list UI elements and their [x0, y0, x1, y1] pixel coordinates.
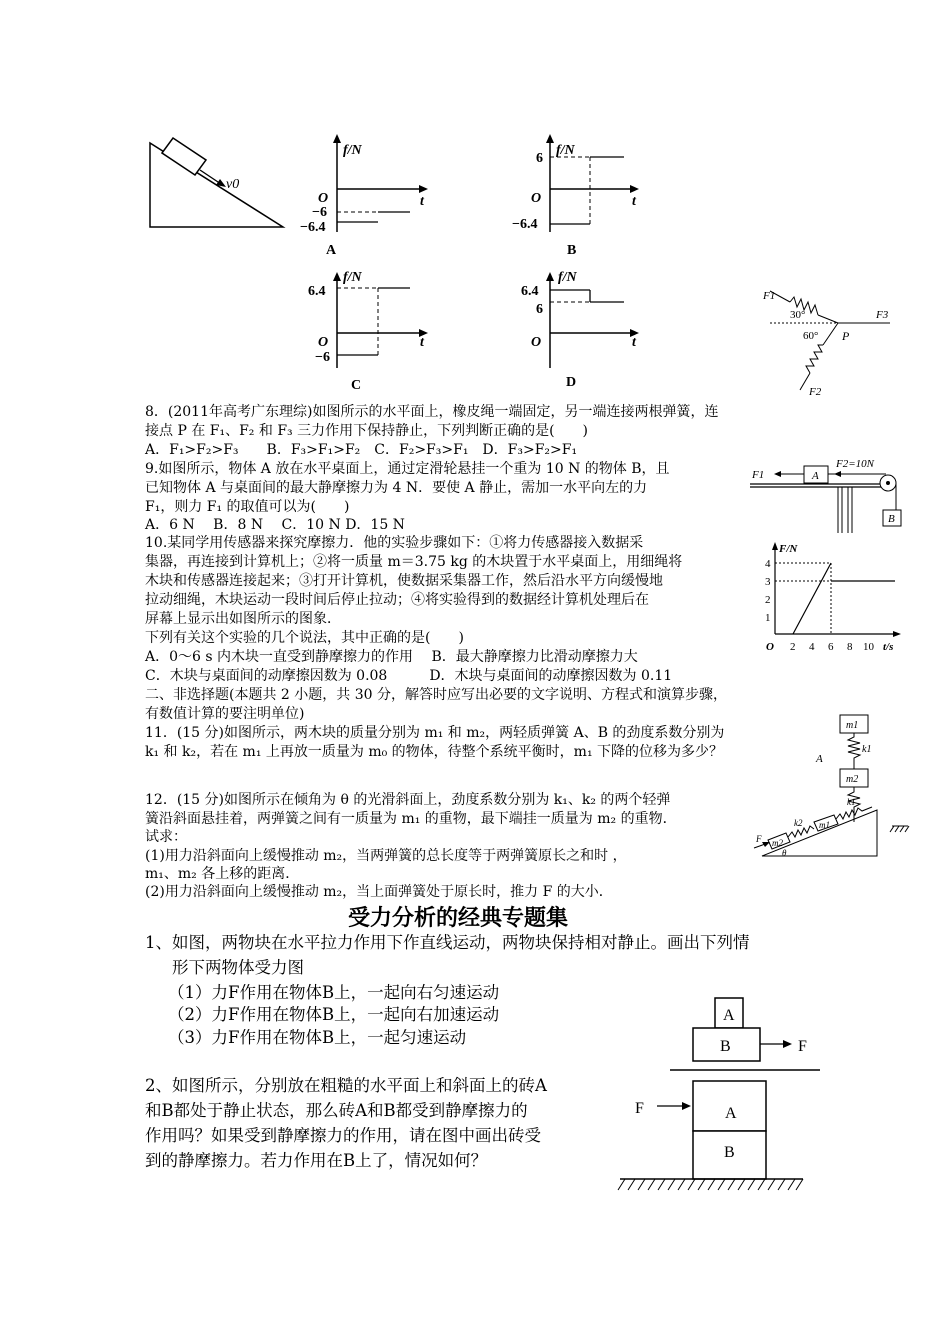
svg-text:A: A — [725, 1105, 737, 1122]
svg-text:F/N: F/N — [779, 543, 798, 555]
svg-text:m2: m2 — [846, 774, 859, 785]
q8-line1: 8．(2011年高考广东理综)如图所示的水平面上，橡皮绳一端固定，另一端连接两根弹簧，连 — [145, 404, 719, 420]
svg-text:F2=10N: F2=10N — [836, 458, 874, 470]
svg-text:t: t — [420, 335, 424, 350]
svg-text:−6: −6 — [315, 350, 330, 365]
svg-text:m1: m1 — [819, 820, 830, 830]
svg-text:D: D — [566, 375, 577, 390]
svg-text:A: A — [816, 753, 823, 765]
svg-text:60°: 60° — [803, 330, 819, 342]
svg-text:t: t — [420, 194, 424, 209]
svg-text:F1: F1 — [763, 290, 776, 302]
p2-line4: 到的静摩擦力。若力作用在B上了，情况如何？ — [145, 1151, 488, 1170]
svg-text:O: O — [318, 191, 329, 206]
svg-text:4: 4 — [765, 558, 771, 570]
svg-text:f/N: f/N — [556, 143, 575, 158]
svg-text:B: B — [888, 513, 895, 525]
p2-line2: 和B都处于静止状态，那么砖A和B都受到静摩擦力的 — [145, 1101, 528, 1120]
svg-text:A: A — [723, 1007, 735, 1024]
svg-text:−6: −6 — [312, 205, 327, 220]
q9-options: A．6 N B．8 N C．10 N D．15 N — [145, 517, 405, 533]
svg-text:F3: F3 — [876, 309, 889, 321]
q10-options-ab: A．0～6 s 内木块一直受到静摩擦力的作用 B．最大静摩擦力比滑动摩擦力大 — [145, 649, 638, 665]
svg-text:A: A — [326, 243, 337, 258]
svg-text:10: 10 — [863, 641, 874, 653]
svg-text:f/N: f/N — [343, 143, 362, 158]
p2-line1: 2、如图所示，分别放在粗糙的水平面上和斜面上的砖A — [145, 1076, 547, 1095]
three-force-figure — [762, 290, 890, 398]
q10-line2: 集器，再连接到计算机上；②将一质量 m＝3.75 kg 的木块置于水平桌面上，用细绳将 — [145, 554, 683, 570]
graph-c — [308, 270, 428, 393]
svg-text:1: 1 — [765, 612, 771, 624]
svg-text:B: B — [567, 243, 577, 258]
graph-d — [521, 270, 639, 390]
p1-item1: （1）力F作用在物体B上，一起向右匀速运动 — [168, 983, 500, 1002]
svg-text:O: O — [531, 191, 542, 206]
svg-text:A: A — [812, 470, 819, 482]
p1-item3: （3）力F作用在物体B上，一起匀速运动 — [168, 1028, 467, 1047]
svg-text:2: 2 — [765, 594, 771, 606]
svg-text:2: 2 — [790, 641, 796, 653]
svg-text:4: 4 — [809, 641, 815, 653]
svg-text:−6.4: −6.4 — [300, 220, 326, 235]
svg-text:6.4: 6.4 — [521, 284, 539, 299]
svg-text:F: F — [798, 1038, 807, 1055]
stacked-blocks-figure-2 — [615, 1075, 810, 1200]
table-pulley-figure — [748, 455, 903, 535]
svg-text:6.4: 6.4 — [308, 284, 326, 299]
top-figures — [0, 120, 950, 405]
q10-line4: 拉动细绳，木块运动一段时间后停止拉动；④将实验得到的数据经计算机处理后在 — [145, 592, 649, 608]
svg-text:k1: k1 — [862, 744, 872, 755]
q12-line4: (1)用力沿斜面向上缓慢推动 m₂，当两弹簧的总长度等于两弹簧原长之和时 ， — [145, 848, 627, 864]
svg-text:6: 6 — [536, 151, 543, 166]
svg-text:O: O — [531, 335, 542, 350]
svg-text:C: C — [351, 378, 362, 393]
svg-text:−6.4: −6.4 — [512, 217, 538, 232]
p2-line3: 作用吗？如果受到静摩擦力的作用，请在图中画出砖受 — [145, 1126, 541, 1145]
stacked-blocks-figure-1 — [660, 995, 830, 1075]
incline-springs-figure — [752, 790, 912, 865]
svg-text:B: B — [720, 1038, 731, 1055]
svg-text:t: t — [632, 335, 636, 350]
svg-text:F1: F1 — [752, 469, 765, 481]
svg-text:30°: 30° — [790, 309, 806, 321]
svg-text:m1: m1 — [846, 720, 859, 731]
q9-line3: F₁，则力 F₁ 的取值可以为( ) — [145, 499, 350, 515]
svg-text:F2: F2 — [809, 386, 822, 398]
p1-line1: 1、如图，两物块在水平拉力作用下作直线运动，两物块保持相对静止。画出下列情 — [145, 933, 750, 952]
q9-line1: 9.如图所示，物体 A 放在水平桌面上，通过定滑轮悬挂一个重为 10 N 的物体 B，且 — [145, 461, 670, 477]
q10-line5: 屏幕上显示出如图所示的图象． — [145, 611, 341, 627]
q11-line2: k₁ 和 k₂，若在 m₁ 上再放一质量为 m₀ 的物体，待整个系统平衡时，m₁ 下降的位移为多少？ — [145, 744, 724, 760]
svg-text:m2: m2 — [772, 838, 783, 848]
svg-text:6: 6 — [536, 302, 543, 317]
q10-options-cd: C．木块与桌面间的动摩擦因数为 0.08 D．木块与桌面间的动摩擦因数为 0.11 — [145, 668, 673, 684]
q10-line6: 下列有关这个实验的几个说法，其中正确的是( ) — [145, 630, 464, 646]
section2-line1: 二、非选择题(本题共 2 小题，共 30 分，解答时应写出必要的文字说明、方程式和演算步骤， — [145, 687, 727, 703]
svg-text:O: O — [318, 335, 329, 350]
svg-text:F: F — [635, 1100, 644, 1117]
svg-text:f/N: f/N — [558, 270, 577, 285]
svg-text:B: B — [724, 1144, 735, 1161]
svg-text:8: 8 — [847, 641, 853, 653]
p1-item2: （2）力F作用在物体B上，一起向右加速运动 — [168, 1005, 500, 1024]
q9-line2: 已知物体 A 与桌面间的最大静摩擦力为 4 N．要使 A 静止，需加一水平向左的力 — [145, 480, 648, 496]
svg-text:k1: k1 — [847, 797, 856, 807]
q12-line2: 簧沿斜面悬挂着，两弹簧之间有一质量为 m₁ 的重物，最下端挂一质量为 m₂ 的重物． — [145, 811, 677, 827]
q8-options: A．F₁>F₂>F₃ B．F₃>F₁>F₂ C．F₂>F₃>F₁ D．F₃>F₂>F₁ — [145, 442, 578, 458]
force-time-graph — [755, 538, 905, 653]
graph-b — [512, 134, 639, 258]
svg-text:k2: k2 — [794, 818, 803, 828]
svg-text:θ: θ — [782, 848, 787, 858]
section2-line2: 有数值计算的要注明单位) — [145, 706, 305, 722]
page-title: 受力分析的经典专题集 — [348, 905, 569, 931]
velocity-label: v0 — [226, 177, 240, 192]
q12-line6: (2)用力沿斜面向上缓慢推动 m₂，当上面弹簧处于原长时，推力 F 的大小． — [145, 884, 613, 900]
q10-line1: 10.某同学用传感器来探究摩擦力．他的实验步骤如下：①将力传感器接入数据采 — [145, 535, 644, 551]
svg-text:f/N: f/N — [343, 270, 362, 285]
graph-a — [300, 134, 428, 258]
svg-text:6: 6 — [828, 641, 834, 653]
svg-text:F: F — [756, 834, 762, 844]
q12-line3: 试求： — [145, 829, 187, 845]
q11-line1: 11．(15 分)如图所示，两木块的质量分别为 m₁ 和 m₂，两轻质弹簧 A、B 的劲度系数分别为 — [145, 725, 725, 741]
svg-text:O: O — [766, 641, 774, 653]
q12-line5: m₁、m₂ 各上移的距离． — [145, 866, 300, 882]
q10-line3: 木块和传感器连接起来；③打开计算机，使数据采集器工作，然后沿水平方向缓慢地 — [145, 573, 663, 589]
svg-text:P: P — [842, 329, 850, 343]
q12-line1: 12．(15 分)如图所示在倾角为 θ 的光滑斜面上，劲度系数分别为 k₁、k₂ 的两个轻弹 — [145, 792, 671, 808]
svg-text:3: 3 — [765, 576, 771, 588]
q8-line2: 接点 P 在 F₁、F₂ 和 F₃ 三力作用下保持静止，下列判断正确的是( ) — [145, 423, 589, 439]
svg-text:t/s: t/s — [883, 641, 894, 653]
p1-line2: 形下两物体受力图 — [172, 958, 304, 977]
incline-figure — [150, 138, 283, 227]
sliding-block — [162, 138, 206, 175]
svg-text:t: t — [632, 194, 636, 209]
